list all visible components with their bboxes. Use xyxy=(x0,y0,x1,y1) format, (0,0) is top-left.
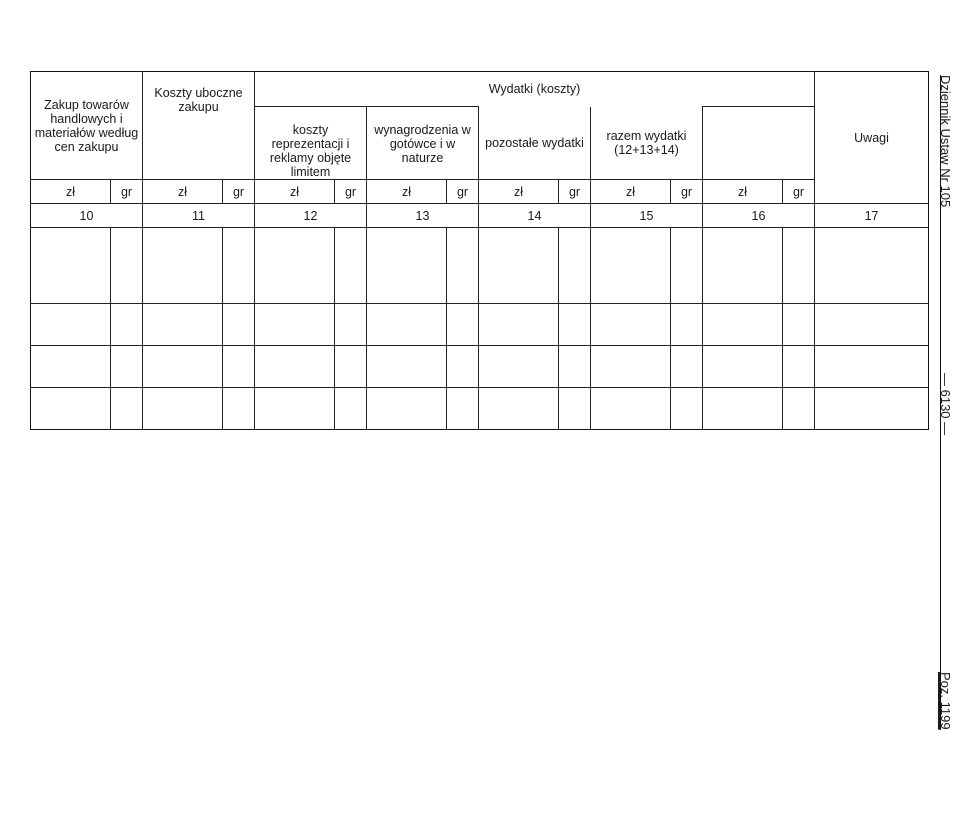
data-cell xyxy=(367,304,447,346)
data-cell xyxy=(815,388,929,430)
data-cell xyxy=(671,388,703,430)
data-cell xyxy=(31,304,111,346)
data-cell xyxy=(671,304,703,346)
header-uwagi: Uwagi xyxy=(815,72,929,204)
data-cell xyxy=(447,346,479,388)
unit-gr: gr xyxy=(335,180,367,204)
column-number: 17 xyxy=(815,204,929,228)
data-cell xyxy=(479,388,559,430)
data-cell xyxy=(223,346,255,388)
journal-title: Dziennik Ustaw Nr 105 xyxy=(938,75,953,208)
data-cell xyxy=(255,228,335,304)
data-cell xyxy=(559,304,591,346)
unit-gr: gr xyxy=(447,180,479,204)
data-cell xyxy=(703,346,783,388)
data-cell xyxy=(367,228,447,304)
unit-zl: zł xyxy=(591,180,671,204)
ledger-table xyxy=(30,71,929,430)
unit-gr: gr xyxy=(559,180,591,204)
data-cell xyxy=(479,346,559,388)
unit-gr: gr xyxy=(671,180,703,204)
data-cell xyxy=(479,304,559,346)
column-number: 10 xyxy=(31,204,143,228)
data-cell xyxy=(143,346,223,388)
data-cell xyxy=(783,388,815,430)
data-cell xyxy=(703,388,783,430)
unit-gr: gr xyxy=(111,180,143,204)
data-cell xyxy=(31,388,111,430)
table-row xyxy=(31,228,929,304)
data-cell xyxy=(255,388,335,430)
data-cell xyxy=(223,228,255,304)
column-number: 16 xyxy=(703,204,815,228)
data-cell xyxy=(335,228,367,304)
data-cell xyxy=(783,304,815,346)
data-cell xyxy=(703,304,783,346)
data-cell xyxy=(591,346,671,388)
header-col13: wynagrodzenia w gotówce i w naturze xyxy=(367,107,479,180)
column-number: 13 xyxy=(367,204,479,228)
data-cell xyxy=(447,304,479,346)
data-cell xyxy=(447,388,479,430)
table-row xyxy=(31,304,929,346)
data-cell xyxy=(559,228,591,304)
unit-gr: gr xyxy=(223,180,255,204)
unit-zl: zł xyxy=(367,180,447,204)
data-cell xyxy=(591,228,671,304)
column-number: 14 xyxy=(479,204,591,228)
unit-gr: gr xyxy=(783,180,815,204)
data-cell xyxy=(335,388,367,430)
data-cell xyxy=(671,346,703,388)
data-cell xyxy=(591,304,671,346)
column-number: 11 xyxy=(143,204,255,228)
position-number: Poz. 1199 xyxy=(938,672,953,730)
data-cell xyxy=(447,228,479,304)
data-cell xyxy=(111,346,143,388)
data-cell xyxy=(31,346,111,388)
data-cell xyxy=(367,346,447,388)
page-number: — 6130 — xyxy=(938,373,953,436)
data-cell xyxy=(703,228,783,304)
data-cell xyxy=(367,388,447,430)
header-col15: razem wydatki (12+13+14) xyxy=(591,107,703,180)
data-cell xyxy=(31,228,111,304)
data-cell xyxy=(559,388,591,430)
data-cell xyxy=(559,346,591,388)
unit-zl: zł xyxy=(255,180,335,204)
header-col14: pozostałe wydatki xyxy=(479,107,591,180)
data-cell xyxy=(783,346,815,388)
data-cell xyxy=(143,388,223,430)
data-cell xyxy=(111,304,143,346)
data-cell xyxy=(335,346,367,388)
column-number: 15 xyxy=(591,204,703,228)
unit-zl: zł xyxy=(31,180,111,204)
data-cell xyxy=(223,388,255,430)
header-col16 xyxy=(703,107,815,180)
data-cell xyxy=(671,228,703,304)
table-row xyxy=(31,388,929,430)
column-number: 12 xyxy=(255,204,367,228)
data-cell xyxy=(783,228,815,304)
unit-zl: zł xyxy=(479,180,559,204)
header-col12: koszty reprezentacji i reklamy objęte limitem xyxy=(255,107,367,180)
data-cell xyxy=(255,304,335,346)
data-cell xyxy=(223,304,255,346)
header-col11: Koszty uboczne zakupu xyxy=(143,72,255,180)
data-cell xyxy=(111,388,143,430)
data-cell xyxy=(815,228,929,304)
data-cell xyxy=(143,228,223,304)
unit-zl: zł xyxy=(143,180,223,204)
unit-zl: zł xyxy=(703,180,783,204)
data-cell xyxy=(591,388,671,430)
data-cell xyxy=(143,304,223,346)
table-row xyxy=(31,346,929,388)
data-cell xyxy=(815,304,929,346)
data-cell xyxy=(255,346,335,388)
header-wydatki: Wydatki (koszty) xyxy=(255,72,815,107)
data-cell xyxy=(479,228,559,304)
data-cell xyxy=(111,228,143,304)
data-cell xyxy=(815,346,929,388)
data-cell xyxy=(335,304,367,346)
header-col10: Zakup towarów handlowych i materiałów według cen zakupu xyxy=(31,72,143,180)
